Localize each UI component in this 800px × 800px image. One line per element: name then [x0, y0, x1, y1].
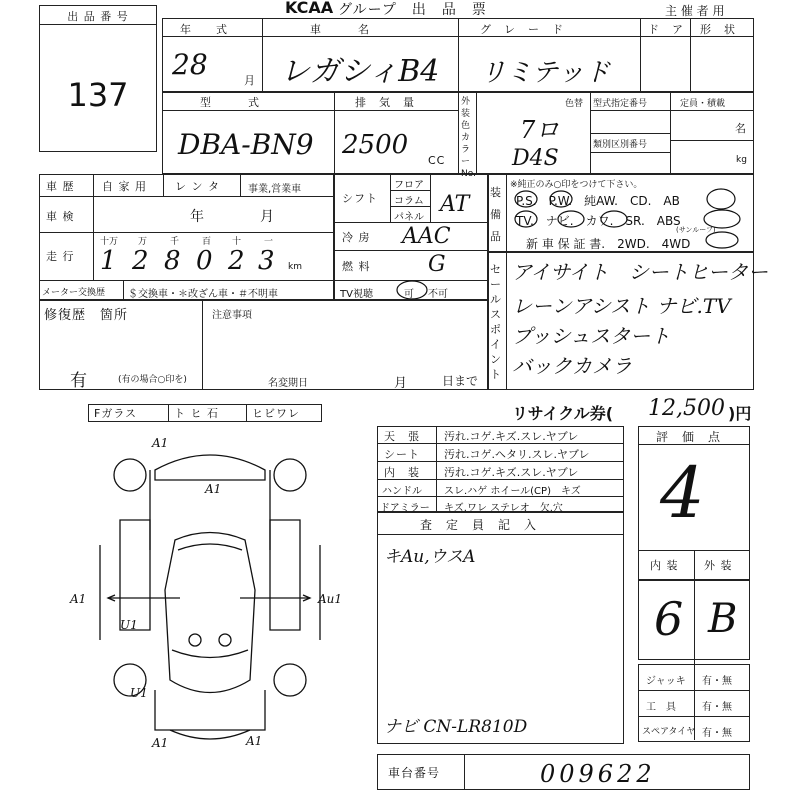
glass-crack: ヒビワレ: [252, 407, 300, 420]
chassis-value: 009622: [540, 760, 656, 788]
repair-history-value: 有: [70, 371, 87, 391]
color-value: 7ロ: [520, 116, 560, 144]
shift-column: コラム: [394, 196, 424, 207]
condition-label: 天 張: [384, 430, 420, 443]
kcaa-logo: KCAA: [285, 0, 334, 17]
jack-yes-no: 有・無: [702, 676, 732, 687]
form-title: グループ 出 品 票: [338, 2, 487, 18]
sunroof-note: (サンルーフ): [676, 226, 716, 234]
capacity-label: 定員・積載: [680, 99, 726, 109]
digit-100: 百: [202, 237, 212, 247]
car-name-label: 車 名: [310, 23, 370, 36]
rental-option: レ ン タ: [175, 180, 220, 193]
inspection-month-unit: 月: [260, 209, 275, 225]
persons-unit: 名: [735, 122, 747, 135]
body-type-label: 形 状: [700, 23, 736, 36]
sales-points-label: セールスポイント: [490, 263, 501, 381]
condition-label: ハンドル: [382, 486, 422, 497]
name-change-until: 日まで: [442, 374, 479, 388]
damage-mark: Au1: [318, 592, 343, 606]
lot-number: 137: [67, 76, 129, 114]
grade-label: グ レ ー ド: [480, 23, 564, 36]
condition-values: 汚れ.コゲ.キズ.スレ.ヤブレ: [444, 430, 579, 443]
digit-100k: 十万: [100, 237, 119, 247]
recycle-yen: )円: [728, 404, 752, 423]
jack-label: ジャッキ: [646, 676, 686, 687]
condition-values: 汚れ.コゲ.ヘタリ.スレ.ヤブレ: [444, 448, 590, 461]
inspector-label: 査 定 員 記 入: [420, 518, 538, 532]
type-class-label: 類別区別番号: [593, 140, 648, 150]
shift-panel: パネル: [394, 212, 424, 223]
lot-number-box: [39, 5, 157, 152]
equipment-row3: 新 車 保 証 書. 2WD. 4WD: [526, 237, 691, 251]
grade-value: リミテッド: [480, 58, 611, 88]
damage-mark: A1: [70, 592, 87, 606]
tv-ok: 可: [404, 289, 414, 300]
model-value: DBA-BN9: [178, 128, 314, 161]
damage-mark: A1: [152, 736, 169, 750]
business-option: 事業,営業車: [248, 184, 302, 195]
exterior-score: B: [708, 596, 738, 642]
history-label: 車 歴: [46, 180, 75, 193]
name-change-label: 名変期日: [268, 378, 308, 389]
repair-note: (有の場合○印を): [118, 375, 187, 385]
spare-yes-no: 有・無: [702, 728, 732, 739]
digit-1: 一: [264, 237, 274, 247]
fuel-value: G: [428, 252, 446, 277]
condition-values: 汚れ.コゲ.キズ.スレ.ヤブレ: [444, 466, 579, 479]
inspection-label: 車 検: [46, 210, 75, 223]
color-change-label: 色替: [565, 99, 584, 109]
tv-ok-circle: [394, 279, 430, 301]
interior-score: 6: [654, 592, 684, 646]
km-unit: km: [288, 262, 302, 272]
shift-label: シフト: [342, 192, 378, 205]
tools-yes-no: 有・無: [702, 702, 732, 713]
inspection-year-unit: 年: [190, 209, 205, 225]
sales-point-line: プッシュスタート: [512, 324, 671, 348]
mileage-digit-value: 1: [100, 246, 117, 276]
kg-unit: kg: [736, 155, 747, 165]
meter-legend: ＄交換車・＊改ざん車・＃不明車: [128, 289, 278, 300]
repair-history-label: 修復歴 箇所: [44, 308, 129, 323]
mileage-digit-value: 0: [196, 246, 213, 276]
organizer-label: 主 催 者 用: [665, 4, 725, 18]
rating-label: 評 価 点: [656, 430, 722, 444]
digit-10: 十: [232, 237, 242, 247]
condition-label: ドアミラー: [380, 503, 430, 514]
condition-values: スレ.ハゲ ホイール(CP) キズ: [444, 486, 581, 497]
transmission-value: AT: [440, 192, 470, 217]
displacement-value: 2500: [342, 130, 409, 160]
type-spec-label: 型式指定番号: [593, 99, 648, 109]
condition-label: シート: [384, 448, 420, 461]
mileage-label: 走 行: [46, 250, 75, 263]
recycle-label: リサイクル券(: [512, 404, 614, 423]
equipment-row1: P.S. P.W. 純AW. CD. AB: [516, 194, 680, 208]
digit-10k: 万: [138, 237, 148, 247]
exterior-label: 外 装: [704, 559, 733, 572]
year-value: 28: [172, 48, 208, 81]
inspector-note: キAu,ウスA: [384, 547, 476, 567]
shift-floor: フロア: [394, 180, 424, 191]
sales-point-line: アイサイト シートヒーター: [512, 260, 768, 284]
year-month-unit: 月: [244, 74, 256, 87]
mileage-digit-value: 8: [164, 246, 181, 276]
exterior-color-label: 外装色カラーNo.: [461, 97, 476, 179]
lot-number-label: 出 品 番 号: [40, 8, 156, 25]
glass-front: Fガラス: [94, 407, 137, 420]
navi-note: ナビ CN-LR810D: [384, 717, 528, 737]
car-name-value: レガシィB4: [280, 54, 440, 89]
mileage-digit-value: 2: [132, 246, 149, 276]
mileage-digit-value: 3: [258, 246, 275, 276]
glass-chip: ト ヒ 石: [174, 407, 219, 420]
chassis-label: 車台番号: [388, 766, 441, 780]
name-change-month: 月: [394, 376, 409, 391]
mileage-digit-value: 2: [228, 246, 245, 276]
meter-exchange-label: メーター交換歴: [42, 288, 106, 298]
car-diagram: [60, 430, 360, 770]
spare-label: スペアタイヤ: [642, 727, 696, 737]
door-label: ド ア: [648, 23, 684, 36]
recycle-amount: 12,500: [648, 396, 725, 421]
equipment-circles: [506, 174, 754, 252]
condition-label: 内 装: [384, 466, 420, 479]
color-code-value: D4S: [512, 146, 559, 171]
damage-mark: A1: [246, 734, 263, 748]
rating-score: 4: [660, 452, 705, 534]
interior-label: 内 装: [650, 559, 679, 572]
equipment-note: ※純正のみ○印をつけて下さい。: [510, 180, 643, 190]
fuel-label: 燃 料: [342, 260, 371, 273]
aircon-label: 冷 房: [342, 231, 371, 244]
sales-point-line: バックカメラ: [512, 354, 632, 378]
sales-point-line: レーンアシスト ナビ.TV: [512, 294, 731, 318]
damage-mark: U1: [120, 618, 138, 632]
tv-ng: 不可: [428, 289, 448, 300]
condition-values: キズ.ワレ ステレオ 欠.穴: [444, 503, 563, 514]
tv-label: TV視聴: [340, 289, 373, 300]
private-use-option: 自 家 用: [102, 180, 147, 193]
remarks-label: 注意事項: [212, 310, 252, 321]
aircon-value: AAC: [402, 224, 451, 249]
digit-1k: 千: [170, 237, 180, 247]
cc-unit: CC: [428, 154, 446, 167]
equipment-label: 装備品: [490, 186, 501, 243]
model-label: 型 式: [200, 96, 260, 109]
year-label: 年 式: [180, 23, 228, 36]
tools-label: 工 具: [646, 702, 676, 713]
equipment-row2: TV. ナビ. カワ. SR. ABS: [516, 214, 681, 228]
damage-mark: A1: [152, 436, 169, 450]
damage-mark: U1: [130, 686, 148, 700]
displacement-label: 排 気 量: [355, 96, 415, 109]
damage-mark: A1: [205, 482, 222, 496]
